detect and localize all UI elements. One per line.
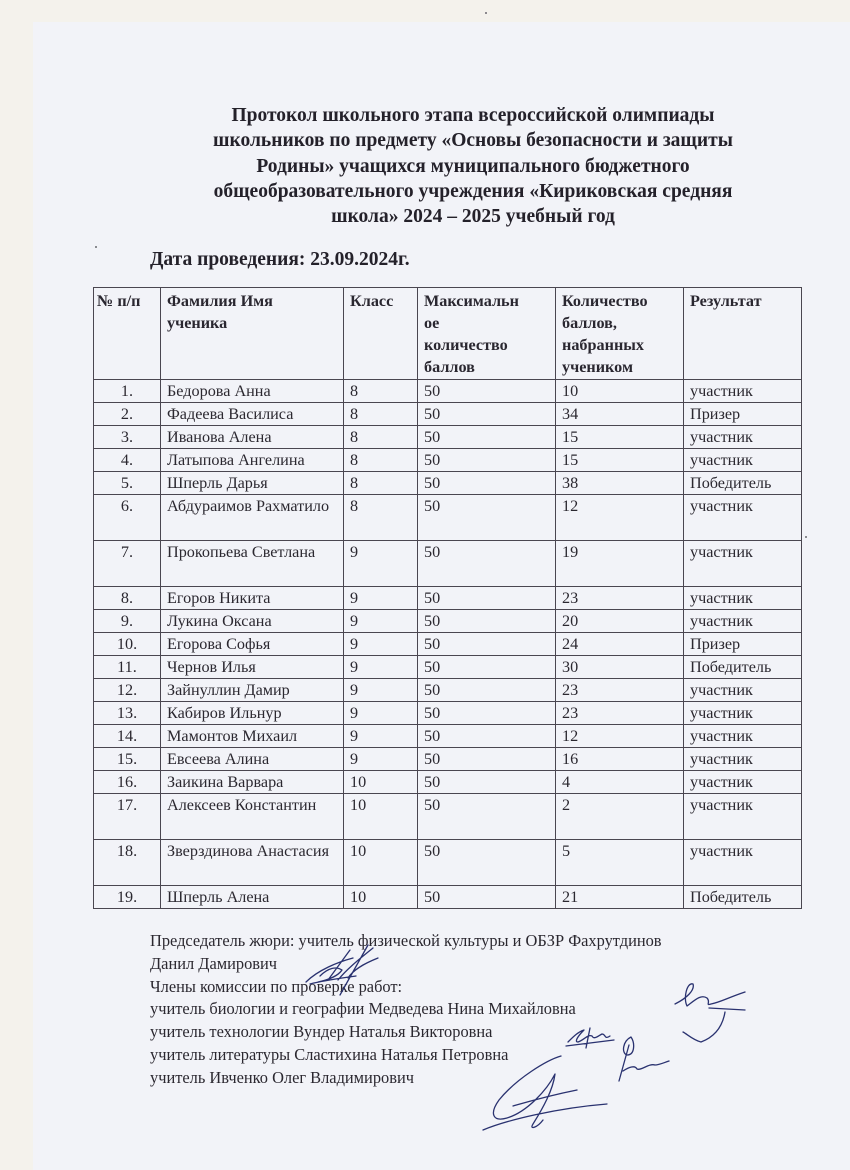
cell-score: 16 (556, 748, 684, 771)
commission-member: учитель Ивченко Олег Владимирович (150, 1067, 414, 1087)
jury-chair-name: Данил Дамирович (150, 953, 278, 973)
title-line: общеобразовательного учреждения «Кириковская средняя (213, 180, 733, 202)
table-row (94, 472, 802, 495)
commission-member: учитель технологии Вундер Наталья Викторовна (150, 1022, 493, 1042)
title-line: школьников по предмету «Основы безопасности и защиты (213, 130, 733, 152)
title-line: Родины» учащихся муниципального бюджетного (256, 155, 690, 177)
cell-class: 9 (344, 702, 418, 725)
cell-student-name: Евсеева Алина (161, 748, 344, 771)
cell-score: 21 (556, 886, 684, 909)
cell-result: участник (684, 587, 802, 610)
cell-student-name: Лукина Оксана (161, 610, 344, 633)
cell-max-score: 50 (418, 725, 556, 748)
cell-student-name: Мамонтов Михаил (161, 725, 344, 748)
cell-class: 8 (344, 472, 418, 495)
cell-class: 10 (344, 771, 418, 794)
cell-score: 12 (556, 495, 684, 541)
cell-max-score: 50 (418, 403, 556, 426)
cell-student-name: Зайнуллин Дамир (161, 679, 344, 702)
cell-max-score: 50 (418, 472, 556, 495)
cell-max-score: 50 (418, 610, 556, 633)
event-date: Дата проведения: 23.09.2024г. (150, 249, 410, 270)
jury-chair-line: Председатель жюри: учитель физической культуры и ОБЗР Фахрутдинов (150, 931, 662, 950)
cell-number: 3. (94, 426, 161, 449)
header-max-score: Максимальн ое количество баллов (418, 288, 556, 380)
cell-result: участник (684, 771, 802, 794)
cell-result: участник (684, 380, 802, 403)
cell-class: 8 (344, 426, 418, 449)
cell-score: 2 (556, 794, 684, 840)
cell-max-score: 50 (418, 748, 556, 771)
cell-score: 15 (556, 449, 684, 472)
cell-max-score: 50 (418, 886, 556, 909)
cell-class: 9 (344, 541, 418, 587)
cell-max-score: 50 (418, 771, 556, 794)
scan-speck (485, 12, 487, 14)
table-row (94, 748, 802, 771)
table-row (94, 725, 802, 748)
cell-max-score: 50 (418, 449, 556, 472)
cell-class: 8 (344, 403, 418, 426)
cell-score: 34 (556, 403, 684, 426)
cell-score: 5 (556, 840, 684, 886)
header-class: Класс (344, 288, 418, 380)
cell-number: 8. (94, 587, 161, 610)
cell-number: 4. (94, 449, 161, 472)
signature-chair (298, 940, 393, 1000)
cell-student-name: Шперль Дарья (161, 472, 344, 495)
table-row (94, 794, 802, 840)
cell-max-score: 50 (418, 633, 556, 656)
cell-max-score: 50 (418, 702, 556, 725)
cell-class: 9 (344, 656, 418, 679)
scan-speck (95, 246, 97, 248)
cell-number: 12. (94, 679, 161, 702)
header-result: Результат (684, 288, 802, 380)
cell-student-name: Фадеева Василиса (161, 403, 344, 426)
cell-result: Призер (684, 403, 802, 426)
table-row (94, 449, 802, 472)
cell-class: 9 (344, 587, 418, 610)
cell-score: 4 (556, 771, 684, 794)
cell-result: Победитель (684, 656, 802, 679)
scan-speck (805, 536, 807, 538)
table-row (94, 495, 802, 541)
cell-max-score: 50 (418, 380, 556, 403)
cell-max-score: 50 (418, 679, 556, 702)
cell-score: 24 (556, 633, 684, 656)
cell-class: 10 (344, 886, 418, 909)
cell-score: 23 (556, 587, 684, 610)
cell-result: участник (684, 794, 802, 840)
cell-student-name: Абдураимов Рахматило (161, 495, 344, 541)
table-row (94, 679, 802, 702)
cell-number: 1. (94, 380, 161, 403)
cell-class: 8 (344, 380, 418, 403)
cell-result: участник (684, 702, 802, 725)
cell-class: 9 (344, 633, 418, 656)
cell-student-name: Егорова Софья (161, 633, 344, 656)
cell-result: участник (684, 679, 802, 702)
commission-heading: Члены комиссии по проверке работ: (150, 976, 403, 996)
table-row (94, 656, 802, 679)
cell-result: участник (684, 725, 802, 748)
cell-score: 38 (556, 472, 684, 495)
table-row (94, 633, 802, 656)
cell-number: 7. (94, 541, 161, 587)
commission-member: учитель биологии и географии Медведева Нина Михайловна (150, 999, 576, 1019)
cell-score: 12 (556, 725, 684, 748)
cell-score: 10 (556, 380, 684, 403)
cell-number: 9. (94, 610, 161, 633)
cell-number: 19. (94, 886, 161, 909)
cell-student-name: Заикина Варвара (161, 771, 344, 794)
cell-class: 8 (344, 449, 418, 472)
cell-max-score: 50 (418, 426, 556, 449)
cell-score: 15 (556, 426, 684, 449)
results-table (93, 287, 802, 909)
cell-score: 30 (556, 656, 684, 679)
cell-class: 10 (344, 840, 418, 886)
cell-score: 19 (556, 541, 684, 587)
title-line: школа» 2024 – 2025 учебный год (331, 206, 615, 228)
cell-student-name: Чернов Илья (161, 656, 344, 679)
cell-student-name: Кабиров Ильнур (161, 702, 344, 725)
cell-student-name: Зверздинова Анастасия (161, 840, 344, 886)
cell-number: 14. (94, 725, 161, 748)
cell-class: 8 (344, 495, 418, 541)
cell-max-score: 50 (418, 840, 556, 886)
table-row (94, 771, 802, 794)
signature-medvedeva (665, 978, 755, 1058)
cell-class: 9 (344, 679, 418, 702)
cell-class: 10 (344, 794, 418, 840)
table-header-row (94, 288, 802, 380)
cell-student-name: Шперль Алена (161, 886, 344, 909)
table-row (94, 587, 802, 610)
cell-result: Призер (684, 633, 802, 656)
cell-result: участник (684, 748, 802, 771)
cell-number: 16. (94, 771, 161, 794)
cell-number: 15. (94, 748, 161, 771)
cell-result: участник (684, 426, 802, 449)
cell-number: 18. (94, 840, 161, 886)
cell-student-name: Бедорова Анна (161, 380, 344, 403)
table-row (94, 886, 802, 909)
document-title (170, 103, 776, 229)
cell-result: участник (684, 495, 802, 541)
cell-max-score: 50 (418, 587, 556, 610)
cell-class: 9 (344, 748, 418, 771)
cell-number: 10. (94, 633, 161, 656)
signature-ivchenko (477, 1050, 617, 1135)
cell-score: 20 (556, 610, 684, 633)
cell-result: Победитель (684, 886, 802, 909)
header-number: № п/п (94, 288, 161, 380)
header-student-name: Фамилия Имя ученика (161, 288, 344, 380)
cell-max-score: 50 (418, 656, 556, 679)
table-row (94, 380, 802, 403)
cell-max-score: 50 (418, 541, 556, 587)
cell-number: 6. (94, 495, 161, 541)
table-row (94, 403, 802, 426)
cell-score: 23 (556, 679, 684, 702)
table-row (94, 702, 802, 725)
cell-result: участник (684, 541, 802, 587)
cell-max-score: 50 (418, 794, 556, 840)
header-score: Количество баллов, набранных учеником (556, 288, 684, 380)
commission-member: учитель литературы Сластихина Наталья Петровна (150, 1044, 509, 1064)
table-row (94, 426, 802, 449)
cell-student-name: Иванова Алена (161, 426, 344, 449)
cell-class: 9 (344, 610, 418, 633)
table-row (94, 840, 802, 886)
cell-number: 13. (94, 702, 161, 725)
cell-score: 23 (556, 702, 684, 725)
cell-max-score: 50 (418, 495, 556, 541)
cell-result: Победитель (684, 472, 802, 495)
cell-student-name: Егоров Никита (161, 587, 344, 610)
cell-number: 11. (94, 656, 161, 679)
cell-result: участник (684, 449, 802, 472)
cell-number: 2. (94, 403, 161, 426)
cell-student-name: Латыпова Ангелина (161, 449, 344, 472)
cell-student-name: Прокопьева Светлана (161, 541, 344, 587)
cell-number: 17. (94, 794, 161, 840)
cell-class: 9 (344, 725, 418, 748)
cell-result: участник (684, 610, 802, 633)
title-line: Протокол школьного этапа всероссийской олимпиады (231, 105, 715, 126)
table-row (94, 541, 802, 587)
cell-result: участник (684, 840, 802, 886)
cell-student-name: Алексеев Константин (161, 794, 344, 840)
table-row (94, 610, 802, 633)
cell-number: 5. (94, 472, 161, 495)
